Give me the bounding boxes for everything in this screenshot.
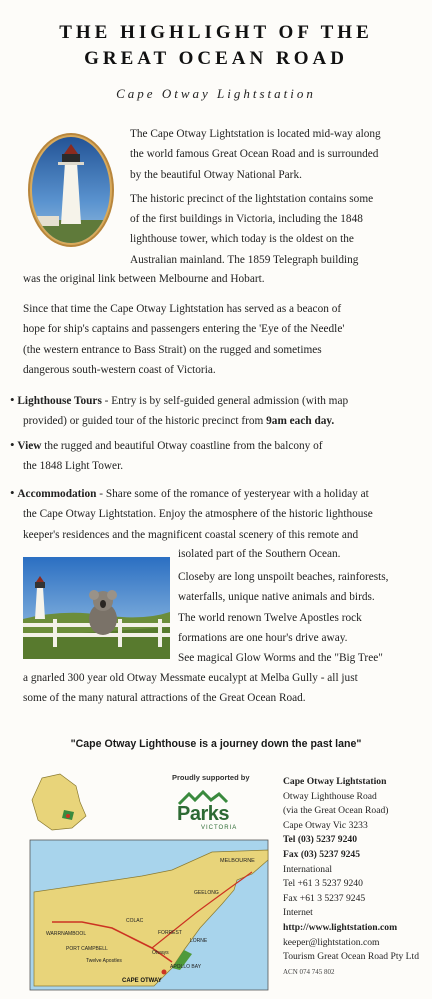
bullet-lighthouse-tours: • Lighthouse Tours - Entry is by self-guided general admission (with map provided) or guided tour of the historic precinct from 9am each day. [10, 392, 349, 428]
cape-otway-marker [162, 970, 167, 975]
parks-victoria-logo: Parks VICTORIA [175, 790, 245, 834]
nearby-tail: a gnarled 300 year old Otway Messmate eucalypt at Melba Gully - all just some of the many natural attractions of the Great Ocean Road. [23, 672, 358, 705]
contact-name: Cape Otway Lightstation [283, 776, 387, 787]
map-label-melbourne: MELBOURNE [220, 858, 255, 864]
intro-paragraph: The Cape Otway Lightstation is located mid-way along the world famous Great Ocean Road and is surrounded by the beautiful Otway National Park. The historic precinct of the lightstation contains some of the first buildings in Victoria, including the 1848 lighthouse tower, which today is the oldest on the Australian mainland. The 1859 Telegraph building [130, 128, 381, 266]
map-label-otways: Otways [152, 950, 169, 956]
contact-block: Cape Otway Lightstation Otway Lighthouse Road (via the Great Ocean Road) Cape Otway Vic 3233 Tel (03) 5237 9240 Fax (03) 5237 9245 International Tel +61 3 5237 9240 Fax +61 3 5237 9245 Internet http://www.lightstation.com keeper@lightstation.com Tourism Great Ocean Road Pty Ltd ACN 074 745 802 [283, 775, 431, 979]
title-line-2: GREAT OCEAN ROAD [84, 48, 348, 69]
supported-by-label: Proudly supported by [172, 773, 250, 782]
bullet-accommodation: • Accommodation - Share some of the romance of yesteryear with a holiday at the Cape Otway Lightstation. Enjoy the atmosphere of the historic lighthouse keeper's residences and the magnificent coastal scenery of this remote and [10, 485, 373, 541]
bullet-view: • View the rugged and beautiful Otway coastline from the balcony of the 1848 Light Tower. [10, 437, 323, 473]
koala-photo [23, 557, 170, 659]
title-line-1: THE HIGHLIGHT OF THE [59, 22, 373, 43]
map-label-twelve-apostles: Twelve Apostles [86, 958, 122, 964]
location-map [22, 772, 270, 992]
website-link[interactable]: http://www.lightstation.com [283, 921, 398, 933]
accommodation-last-line: isolated part of the Southern Ocean. [178, 548, 341, 560]
contact-fax: Fax (03) 5237 9245 [283, 848, 361, 860]
map-label-cape-otway: CAPE OTWAY [122, 978, 162, 984]
subtitle: Cape Otway Lightstation [116, 86, 316, 101]
map-label-geelong: GEELONG [194, 890, 219, 896]
tagline-quote: "Cape Otway Lighthouse is a journey down the past lane" [70, 738, 362, 750]
map-label-port-campbell: PORT CAMPBELL [66, 946, 108, 952]
map-label-colac: COLAC [126, 918, 144, 924]
map-label-lorne: LORNE [190, 938, 208, 944]
australia-mini-map [32, 774, 86, 830]
intro-last-line: was the original link between Melbourne and Hobart. [23, 273, 265, 285]
email-link[interactable]: keeper@lightstation.com [283, 936, 380, 948]
contact-tel: Tel (03) 5237 9240 [283, 834, 357, 846]
map-label-apollo-bay: APOLLO BAY [170, 964, 202, 970]
nearby-paragraph: Closeby are long unspoilt beaches, rainforests, waterfalls, unique native animals and birds. The world renown Twelve Apostles rock formations are one hour's drive away. See magical Glow Worms and the "Big Tree" [178, 571, 389, 665]
map-label-warrnambool: WARRNAMBOOL [46, 931, 87, 937]
map-label-forrest: FORREST [158, 930, 182, 936]
lighthouse-photo [27, 132, 115, 248]
history-paragraph: Since that time the Cape Otway Lightstation has served as a beacon of hope for ship's captains and passengers entering the 'Eye of the Needle' (the western entrance to Bass Strait) on the rugged and sometimes dangerous south-western coast of Victoria. [23, 303, 345, 376]
